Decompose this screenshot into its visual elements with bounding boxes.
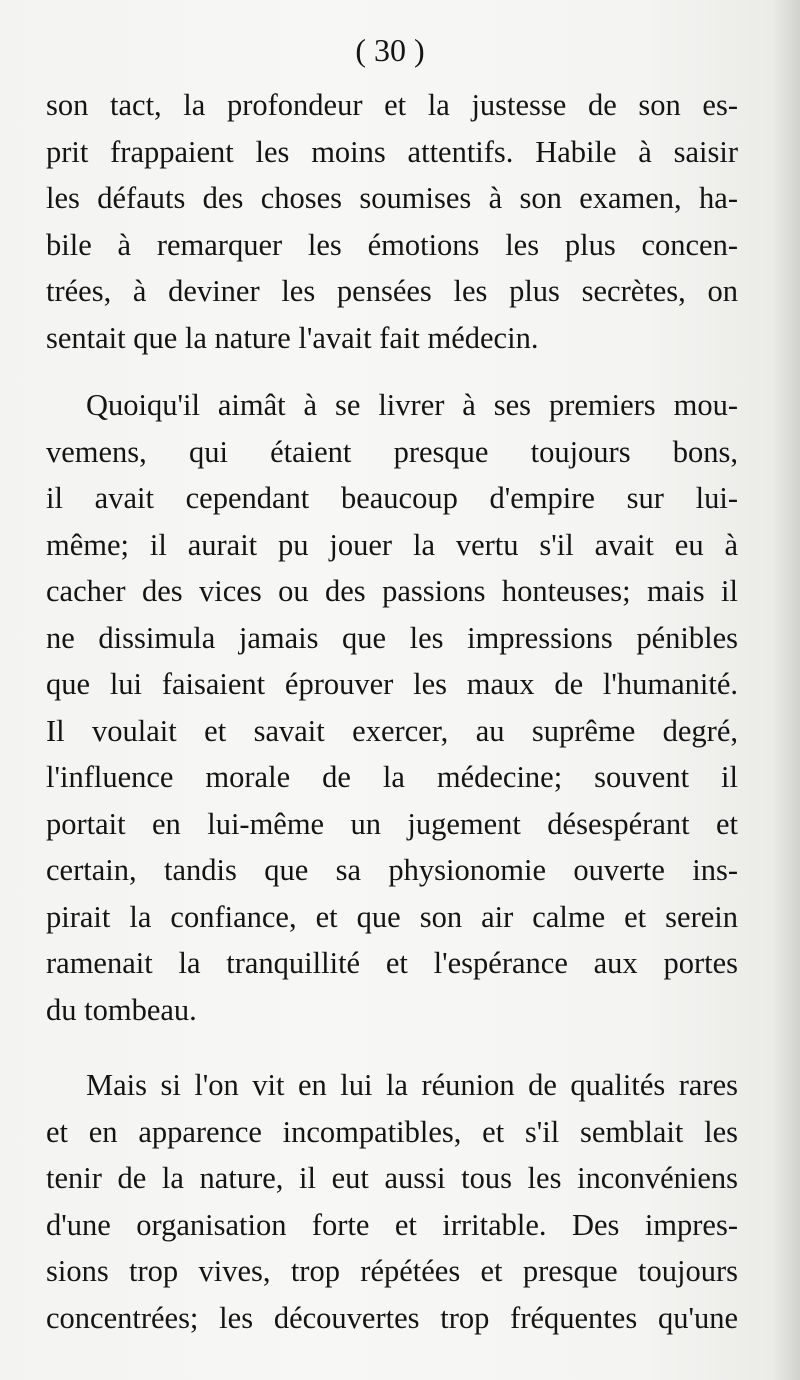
text-line: les défauts des choses soumises à son examen, ha- <box>46 181 738 215</box>
text-line: et en apparence incompatibles, et s'il semblait les <box>46 1114 738 1149</box>
text-line: d'une organisation forte et irritable. Des impres- <box>46 1207 738 1242</box>
text-line: Il voulait et savait exercer, au suprême degré, <box>46 713 738 748</box>
paragraph-2 <box>46 382 738 1033</box>
text-line: certain, tandis que sa physionomie ouverte ins- <box>46 853 738 887</box>
text-line: portait en lui-même un jugement désespérant et <box>46 806 738 841</box>
text-line: pirait la confiance, et que son air calme et serein <box>46 899 738 934</box>
text-line: tenir de la nature, il eut aussi tous les inconvéniens <box>46 1161 738 1195</box>
text-line: concentrées; les découvertes trop fréquentes qu'une <box>46 1300 738 1335</box>
text-line: son tact, la profondeur et la justesse de son es- <box>46 88 738 122</box>
text-line: que lui faisaient éprouver les maux de l'humanité. <box>46 667 738 701</box>
text-line: Mais si l'on vit en lui la réunion de qualités rares <box>86 1068 738 1102</box>
paragraph-1 <box>46 82 738 361</box>
text-line: bile à remarquer les émotions les plus concen- <box>46 227 738 262</box>
text-line: l'influence morale de la médecine; souvent il <box>46 760 738 794</box>
page-edge-shadow <box>772 0 800 1380</box>
text-line: trées, à deviner les pensées les plus secrètes, on <box>46 274 738 308</box>
text-line: ramenait la tranquillité et l'espérance aux portes <box>46 946 738 980</box>
text-line: sentait que la nature l'avait fait médecin. <box>46 320 539 355</box>
text-line: ne dissimula jamais que les impressions pénibles <box>46 620 738 655</box>
text-line: sions trop vives, trop répétées et presque toujours <box>46 1254 738 1288</box>
text-line: prit frappaient les moins attentifs. Habile à saisir <box>46 134 738 169</box>
text-line: vemens, qui étaient presque toujours bons, <box>46 434 738 469</box>
page-number: ( 30 ) <box>355 32 425 68</box>
text-line: du tombeau. <box>46 992 197 1027</box>
text-line: cacher des vices ou des passions honteuses; mais il <box>46 574 738 608</box>
text-line: Quoiqu'il aimât à se livrer à ses premiers mou- <box>86 388 738 422</box>
paragraph-3 <box>46 1062 738 1341</box>
text-line: même; il aurait pu jouer la vertu s'il avait eu à <box>46 527 738 562</box>
text-line: il avait cependant beaucoup d'empire sur lui- <box>46 481 738 515</box>
